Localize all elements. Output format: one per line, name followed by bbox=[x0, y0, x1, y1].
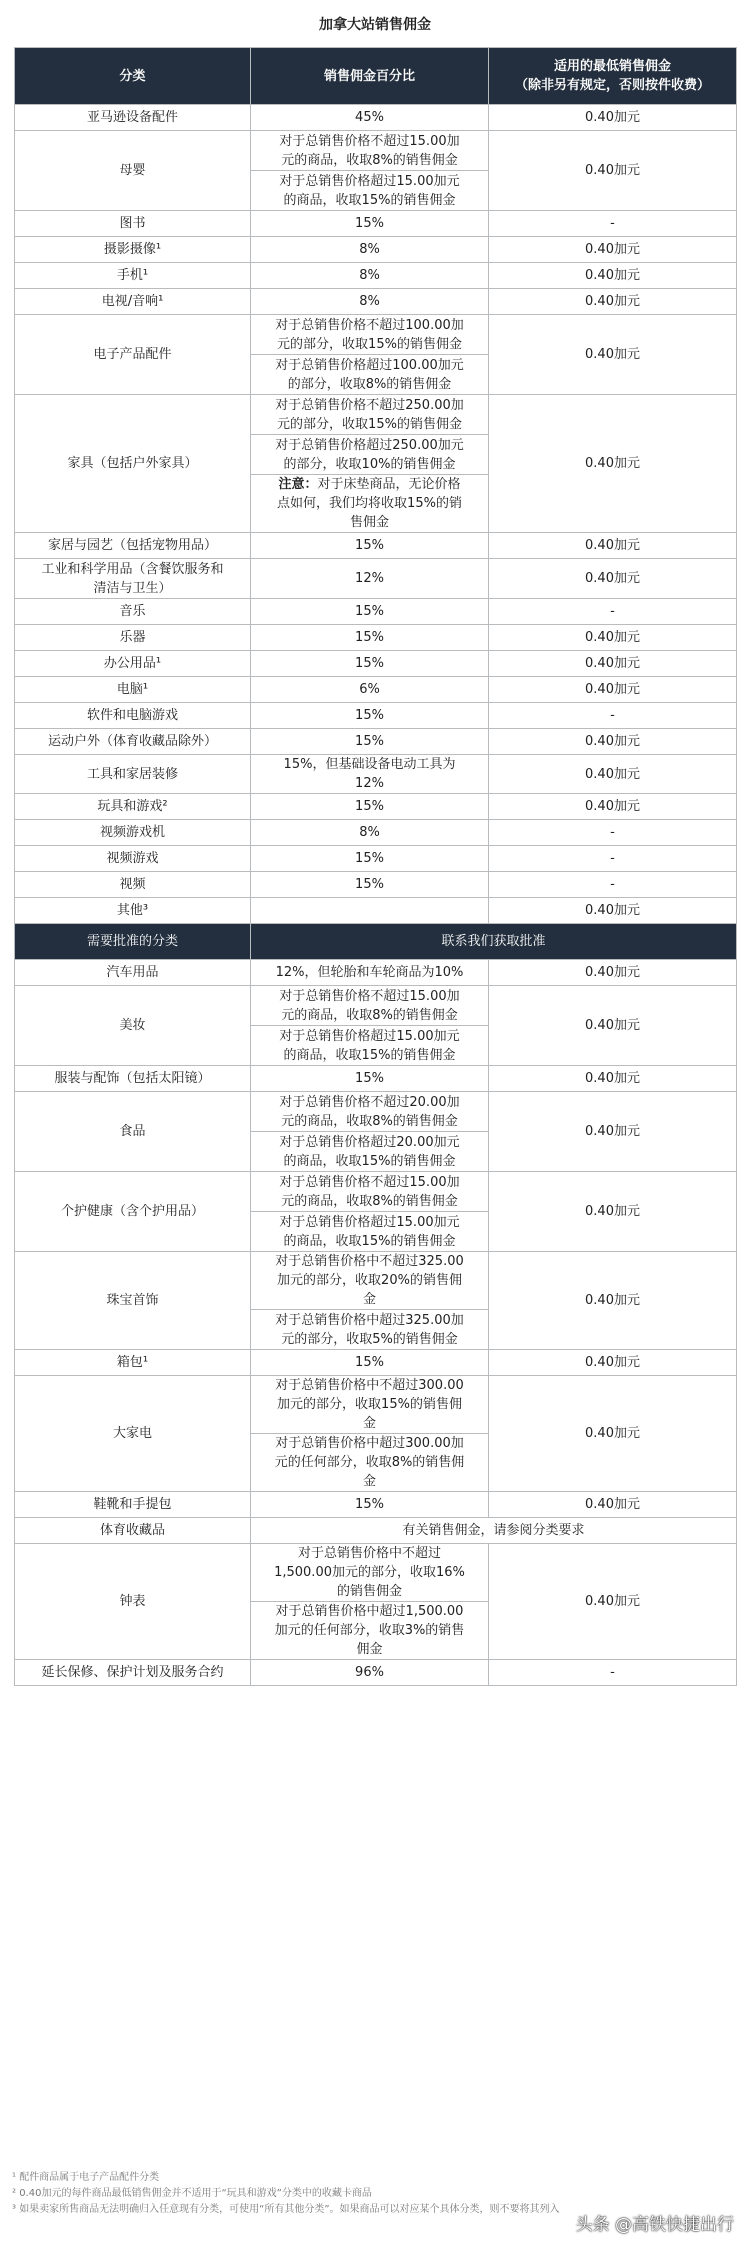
table-row bbox=[15, 599, 737, 625]
table-row bbox=[15, 794, 737, 820]
minimum-fee-cell: - bbox=[489, 599, 737, 625]
percentage-cell: 12% bbox=[251, 559, 489, 599]
section-label: 需要批准的分类 bbox=[15, 924, 251, 960]
category-cell: 个护健康（含个护用品） bbox=[15, 1172, 251, 1252]
table-row bbox=[15, 651, 737, 677]
percentage-cell: 15% bbox=[251, 599, 489, 625]
category-cell: 鞋靴和手提包 bbox=[15, 1492, 251, 1518]
referral-fee-table bbox=[14, 47, 737, 1686]
page-title: 加拿大站销售佣金 bbox=[319, 17, 431, 33]
minimum-fee-cell: 0.40加元 bbox=[489, 559, 737, 599]
minimum-fee-cell: 0.40加元 bbox=[489, 263, 737, 289]
category-cell: 珠宝首饰 bbox=[15, 1252, 251, 1350]
minimum-fee-cell: 0.40加元 bbox=[489, 625, 737, 651]
minimum-fee-cell: - bbox=[489, 872, 737, 898]
percentage-cell: 8% bbox=[251, 820, 489, 846]
percentage-cell: 15% bbox=[251, 703, 489, 729]
percentage-cell: 对于总销售价格不超过100.00加元的部分，收取15%的销售佣金 bbox=[251, 315, 489, 355]
percentage-cell: 15% bbox=[251, 533, 489, 559]
minimum-fee-cell: 0.40加元 bbox=[489, 755, 737, 794]
minimum-fee-cell: - bbox=[489, 1660, 737, 1686]
table-row bbox=[15, 872, 737, 898]
percentage-cell: 对于总销售价格中不超过1,500.00加元的部分，收取16%的销售佣金 bbox=[251, 1544, 489, 1602]
category-cell: 其他³ bbox=[15, 898, 251, 924]
table-row bbox=[15, 846, 737, 872]
minimum-fee-cell: - bbox=[489, 703, 737, 729]
category-cell: 汽车用品 bbox=[15, 960, 251, 986]
category-cell: 箱包¹ bbox=[15, 1350, 251, 1376]
category-cell: 软件和电脑游戏 bbox=[15, 703, 251, 729]
table-row bbox=[15, 105, 737, 131]
percentage-cell: 对于总销售价格中超过325.00加元的部分，收取5%的销售佣金 bbox=[251, 1310, 489, 1350]
table-row bbox=[15, 898, 737, 924]
minimum-fee-cell: 0.40加元 bbox=[489, 315, 737, 395]
percentage-cell: 对于总销售价格中不超过300.00加元的部分，收取15%的销售佣金 bbox=[251, 1376, 489, 1434]
percentage-cell: 对于总销售价格超过250.00加元的部分，收取10%的销售佣金 bbox=[251, 435, 489, 475]
table-body bbox=[15, 105, 737, 1686]
percentage-cell: 8% bbox=[251, 237, 489, 263]
percentage-cell: 对于总销售价格不超过15.00加元的商品，收取8%的销售佣金 bbox=[251, 986, 489, 1026]
minimum-fee-cell: 0.40加元 bbox=[489, 677, 737, 703]
footnote: ³ 如果卖家所售商品无法明确归入任意现有分类，可使用“所有其他分类”。如果商品可以对应某个具体分类，则不要将其列入 bbox=[12, 2204, 560, 2215]
minimum-fee-cell: 0.40加元 bbox=[489, 729, 737, 755]
percentage-cell: 对于总销售价格超过15.00加元的商品，收取15%的销售佣金 bbox=[251, 1026, 489, 1066]
percentage-cell: 对于总销售价格超过15.00加元的商品，收取15%的销售佣金 bbox=[251, 1212, 489, 1252]
minimum-fee-cell: 0.40加元 bbox=[489, 1172, 737, 1252]
note-text: 对于床垫商品，无论价格点如何，我们均将收取15%的销售佣金 bbox=[277, 477, 462, 530]
minimum-fee-cell: 0.40加元 bbox=[489, 794, 737, 820]
table-row bbox=[15, 755, 737, 794]
minimum-fee-cell: - bbox=[489, 846, 737, 872]
minimum-fee-cell: 0.40加元 bbox=[489, 237, 737, 263]
table-row bbox=[15, 211, 737, 237]
percentage-cell bbox=[251, 898, 489, 924]
category-cell: 运动户外（体育收藏品除外） bbox=[15, 729, 251, 755]
table-row bbox=[15, 677, 737, 703]
percentage-cell: 8% bbox=[251, 263, 489, 289]
category-cell: 母婴 bbox=[15, 131, 251, 211]
category-cell: 玩具和游戏² bbox=[15, 794, 251, 820]
footnote: ¹ 配件商品属于电子产品配件分类 bbox=[12, 2172, 160, 2183]
percentage-cell: 15% bbox=[251, 1066, 489, 1092]
table-row bbox=[15, 1252, 737, 1310]
category-cell: 电子产品配件 bbox=[15, 315, 251, 395]
category-cell: 美妆 bbox=[15, 986, 251, 1066]
header-minimum-fee-line2: （除非另有规定，否则按件收费） bbox=[514, 78, 710, 93]
minimum-fee-cell: 0.40加元 bbox=[489, 986, 737, 1066]
header-percentage: 销售佣金百分比 bbox=[251, 48, 489, 105]
category-cell: 摄影摄像¹ bbox=[15, 237, 251, 263]
category-cell: 办公用品¹ bbox=[15, 651, 251, 677]
table-row bbox=[15, 1350, 737, 1376]
category-cell: 图书 bbox=[15, 211, 251, 237]
header-minimum-fee bbox=[489, 48, 737, 105]
merged-cell: 有关销售佣金，请参阅分类要求 bbox=[251, 1518, 737, 1544]
category-cell: 钟表 bbox=[15, 1544, 251, 1660]
minimum-fee-cell: - bbox=[489, 211, 737, 237]
percentage-cell: 15% bbox=[251, 1350, 489, 1376]
table-row bbox=[15, 559, 737, 599]
section-value: 联系我们获取批准 bbox=[251, 924, 737, 960]
percentage-cell: 15% bbox=[251, 729, 489, 755]
minimum-fee-cell: 0.40加元 bbox=[489, 651, 737, 677]
table-row bbox=[15, 960, 737, 986]
category-cell: 视频游戏 bbox=[15, 846, 251, 872]
percentage-cell: 15% bbox=[251, 846, 489, 872]
category-cell: 延长保修、保护计划及服务合约 bbox=[15, 1660, 251, 1686]
category-cell: 视频游戏机 bbox=[15, 820, 251, 846]
percentage-cell: 45% bbox=[251, 105, 489, 131]
minimum-fee-cell: 0.40加元 bbox=[489, 131, 737, 211]
percentage-cell: 对于总销售价格不超过15.00加元的商品，收取8%的销售佣金 bbox=[251, 131, 489, 171]
table-row bbox=[15, 263, 737, 289]
watermark: 头条 @高铁快捷出行 bbox=[575, 2215, 734, 2235]
table-row bbox=[15, 1518, 737, 1544]
note-label: 注意： bbox=[278, 477, 318, 492]
category-cell: 家居与园艺（包括宠物用品） bbox=[15, 533, 251, 559]
percentage-cell: 6% bbox=[251, 677, 489, 703]
table-row bbox=[15, 1544, 737, 1602]
table-row bbox=[15, 1172, 737, 1212]
category-cell: 家具（包括户外家具） bbox=[15, 395, 251, 533]
percentage-cell: 15% bbox=[251, 625, 489, 651]
table-row bbox=[15, 315, 737, 355]
table-row bbox=[15, 703, 737, 729]
table-row bbox=[15, 820, 737, 846]
table-row bbox=[15, 986, 737, 1026]
category-cell: 工具和家居装修 bbox=[15, 755, 251, 794]
table-row bbox=[15, 1492, 737, 1518]
category-cell: 乐器 bbox=[15, 625, 251, 651]
minimum-fee-cell: 0.40加元 bbox=[489, 1252, 737, 1350]
percentage-cell: 对于总销售价格不超过250.00加元的部分，收取15%的销售佣金 bbox=[251, 395, 489, 435]
minimum-fee-cell: 0.40加元 bbox=[489, 1492, 737, 1518]
table-row bbox=[15, 625, 737, 651]
footnotes bbox=[12, 2170, 560, 2218]
table-row bbox=[15, 1660, 737, 1686]
table-row bbox=[15, 131, 737, 171]
minimum-fee-cell: 0.40加元 bbox=[489, 1350, 737, 1376]
category-cell: 亚马逊设备配件 bbox=[15, 105, 251, 131]
percentage-cell: 对于总销售价格不超过20.00加元的商品，收取8%的销售佣金 bbox=[251, 1092, 489, 1132]
table-row bbox=[15, 1092, 737, 1132]
percentage-cell: 对于总销售价格中不超过325.00加元的部分，收取20%的销售佣金 bbox=[251, 1252, 489, 1310]
table-header-row bbox=[15, 48, 737, 105]
percentage-cell: 96% bbox=[251, 1660, 489, 1686]
category-cell: 食品 bbox=[15, 1092, 251, 1172]
percentage-cell: 15% bbox=[251, 872, 489, 898]
percentage-cell: 对于总销售价格不超过15.00加元的商品，收取8%的销售佣金 bbox=[251, 1172, 489, 1212]
minimum-fee-cell: 0.40加元 bbox=[489, 898, 737, 924]
percentage-cell: 对于总销售价格中超过1,500.00加元的任何部分，收取3%的销售佣金 bbox=[251, 1602, 489, 1660]
minimum-fee-cell: 0.40加元 bbox=[489, 1066, 737, 1092]
table-row bbox=[15, 1066, 737, 1092]
minimum-fee-cell: 0.40加元 bbox=[489, 105, 737, 131]
table-row bbox=[15, 237, 737, 263]
category-cell: 大家电 bbox=[15, 1376, 251, 1492]
section-header-row bbox=[15, 924, 737, 960]
footnote: ² 0.40加元的每件商品最低销售佣金并不适用于“玩具和游戏”分类中的收藏卡商品 bbox=[12, 2188, 372, 2199]
category-cell: 音乐 bbox=[15, 599, 251, 625]
category-cell: 电视/音响¹ bbox=[15, 289, 251, 315]
minimum-fee-cell: 0.40加元 bbox=[489, 1092, 737, 1172]
percentage-cell: 对于总销售价格中超过300.00加元的任何部分，收取8%的销售佣金 bbox=[251, 1434, 489, 1492]
percentage-cell: 15% bbox=[251, 211, 489, 237]
header-minimum-fee-line1: 适用的最低销售佣金 bbox=[553, 59, 671, 74]
minimum-fee-cell: 0.40加元 bbox=[489, 960, 737, 986]
category-cell: 电脑¹ bbox=[15, 677, 251, 703]
minimum-fee-cell: 0.40加元 bbox=[489, 1544, 737, 1660]
category-cell: 工业和科学用品（含餐饮服务和清洁与卫生） bbox=[15, 559, 251, 599]
note-cell bbox=[251, 475, 489, 533]
percentage-cell: 对于总销售价格超过15.00加元的商品，收取15%的销售佣金 bbox=[251, 171, 489, 211]
minimum-fee-cell: 0.40加元 bbox=[489, 533, 737, 559]
table-row bbox=[15, 289, 737, 315]
percentage-cell: 8% bbox=[251, 289, 489, 315]
header-category: 分类 bbox=[15, 48, 251, 105]
category-cell: 手机¹ bbox=[15, 263, 251, 289]
percentage-cell: 15% bbox=[251, 794, 489, 820]
percentage-cell: 15%，但基础设备电动工具为12% bbox=[251, 755, 489, 794]
table-row bbox=[15, 1376, 737, 1434]
percentage-cell: 15% bbox=[251, 651, 489, 677]
category-cell: 服装与配饰（包括太阳镜） bbox=[15, 1066, 251, 1092]
category-cell: 体育收藏品 bbox=[15, 1518, 251, 1544]
table-row bbox=[15, 395, 737, 435]
minimum-fee-cell: - bbox=[489, 820, 737, 846]
table-row bbox=[15, 729, 737, 755]
minimum-fee-cell: 0.40加元 bbox=[489, 395, 737, 533]
category-cell: 视频 bbox=[15, 872, 251, 898]
table-row bbox=[15, 533, 737, 559]
minimum-fee-cell: 0.40加元 bbox=[489, 289, 737, 315]
percentage-cell: 对于总销售价格超过20.00加元的商品，收取15%的销售佣金 bbox=[251, 1132, 489, 1172]
minimum-fee-cell: 0.40加元 bbox=[489, 1376, 737, 1492]
percentage-cell: 12%，但轮胎和车轮商品为10% bbox=[251, 960, 489, 986]
percentage-cell: 15% bbox=[251, 1492, 489, 1518]
percentage-cell: 对于总销售价格超过100.00加元的部分，收取8%的销售佣金 bbox=[251, 355, 489, 395]
